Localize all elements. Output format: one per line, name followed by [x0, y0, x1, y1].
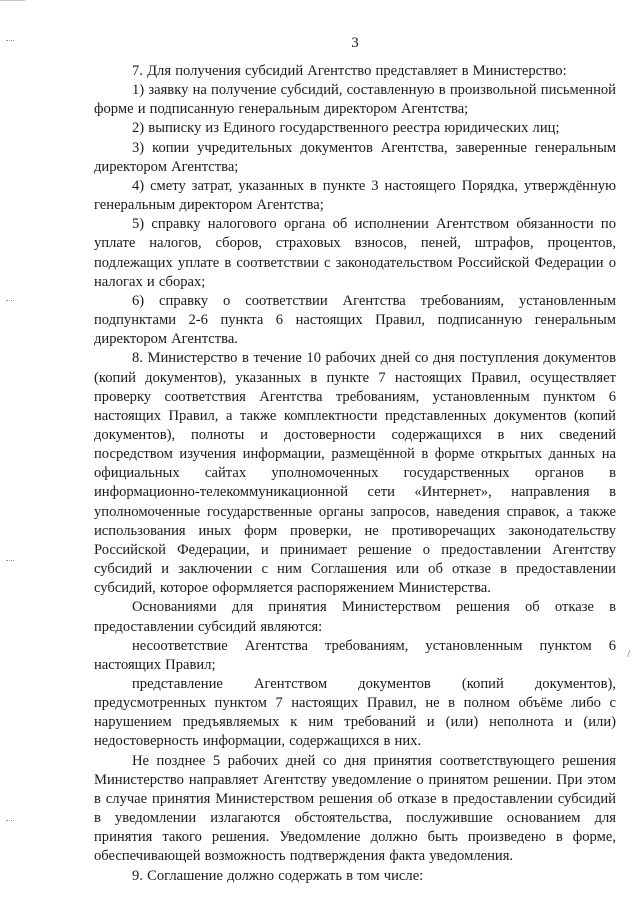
binding-mark [6, 560, 14, 561]
paragraph: 4) смету затрат, указанных в пункте 3 настоящего Порядка, утверждённую генеральным директором Агентства; [94, 177, 616, 214]
paragraph: 9. Соглашение должно содержать в том числе: [132, 867, 424, 884]
paragraph: 6) справку о соответствии Агентства требованиям, установленным подпунктами 2-6 пункта 6 настоящих Правил, подписанную генеральным директором Агентства. [94, 292, 616, 348]
paragraph: Основаниями для принятия Министерством решения об отказе в предоставлении субсидий являются: [94, 599, 616, 635]
binding-mark [6, 300, 14, 301]
paragraph: 7. Для получения субсидий Агентство представляет в Министерство: [132, 63, 567, 79]
binding-mark [6, 40, 14, 41]
scan-edge [0, 0, 640, 1]
stray-pen-mark: / [626, 648, 630, 660]
paragraph: 8. Министерство в течение 10 рабочих дней со дня поступления документов (копий документов), указанных в пункте 7 настоящих Правил, осуществляет проверку соответствия Агентства требованиям, установленным пунктом 6 настоящих Правил, а также комплектности представленных документов (копий документов), полноты и достоверности содержащихся в них сведений посредством изучения информации, размещённой в форме открытых данных на официальных сайтах уполномоченных государственных органов в информационно-телекоммуникационной сети «Интернет», направления в уполномоченные государственные органы запросов, наведения справок, а также использования иных форм проверки, не противоречащих законодательству Российской Федерации, и принимает решение о предоставлении Агентству субсидий и заключении с ним Соглашения или об отказе в предоставлении субсидий, которое оформляется распоряжением Министерства. [94, 350, 616, 597]
page-number: 3 [351, 35, 359, 51]
paragraph: несоответствие Агентства требованиям, установленным пунктом 6 настоящих Правил; [94, 637, 616, 673]
paragraph: 5) справку налогового органа об исполнении Агентством обязанности по уплате налогов, сборов, страховых взносов, пеней, штрафов, процентов, подлежащих уплате в соответствии с законодательством Российской Федерации о налогах и сборах; [94, 216, 616, 290]
paragraph: 3) копии учредительных документов Агентства, заверенные генеральным директором Агентства; [94, 139, 616, 175]
binding-mark [6, 820, 14, 821]
paragraph: представление Агентством документов (копий документов), предусмотренных пунктом 7 настоящих Правил, не в полном объёме либо с нарушением предъявляемых к ним требований и (или) неполнота и (или) недостоверность информации, содержащихся в них. [94, 676, 616, 750]
paragraph: Не позднее 5 рабочих дней со дня принятия соответствующего решения Министерство направляет Агентству уведомление о принятом решении. При этом в случае принятия Министерством решения об отказе в предоставлении субсидий в уведомлении излагаются обстоятельства, послужившие основанием для принятия такого решения. Уведомление должно быть произведено в форме, обеспечивающей возможность подтверждения факта уведомления. [94, 752, 616, 865]
paragraph: 2) выписку из Единого государственного реестра юридических лиц; [132, 120, 560, 137]
paragraph: 1) заявку на получение субсидий, составленную в произвольной письменной форме и подписанную генеральным директором Агентства; [94, 82, 616, 118]
